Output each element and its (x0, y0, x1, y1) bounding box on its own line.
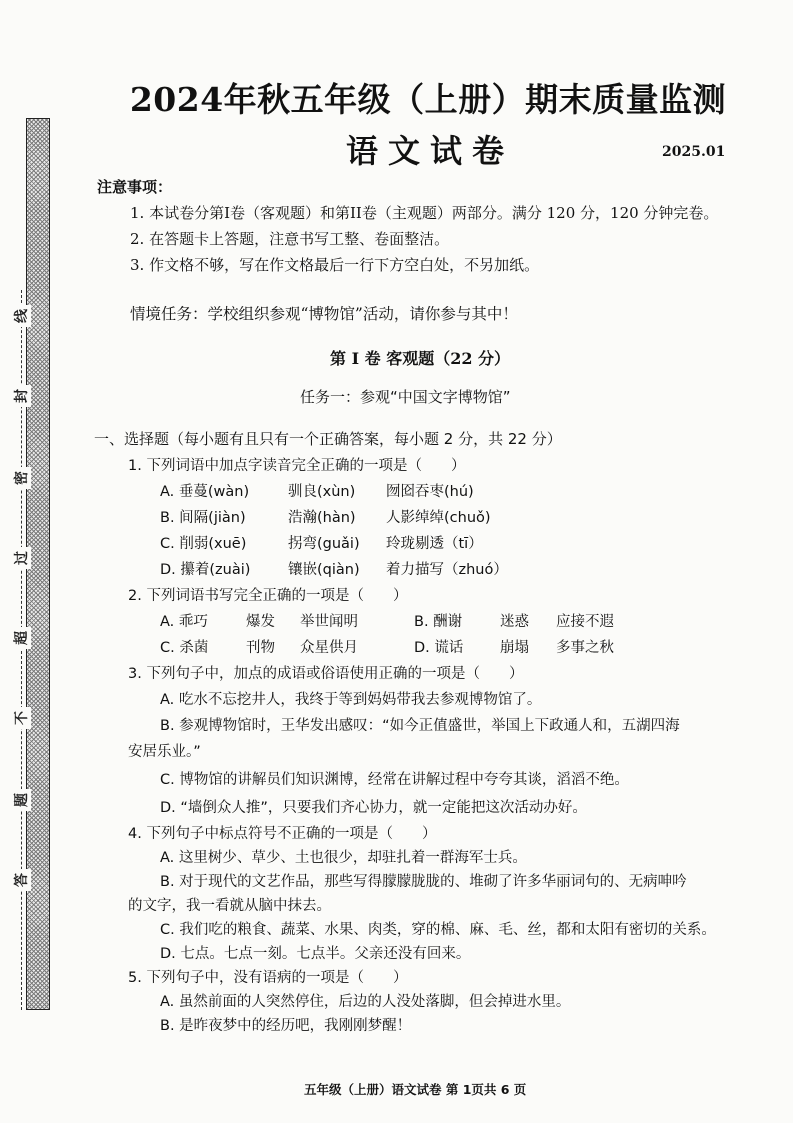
option-b-word1: B. 酬谢 (414, 614, 463, 630)
question-3-option-c: C. 博物馆的讲解员们知识渊博，经常在讲解过程中夸夸其谈，滔滔不绝。 (160, 772, 629, 788)
question-1-stem: 1. 下列词语中加点字读音完全正确的一项是（ ） (128, 458, 466, 474)
question-5-stem: 5. 下列句子中，没有语病的一项是（ ） (128, 970, 408, 986)
page-footer: 五年级（上册）语文试卷 第 1页共 6 页 (304, 1082, 527, 1097)
option-a-word2: 驯良(xùn) (288, 484, 356, 500)
option-d-word2: 镶嵌(qiàn) (288, 562, 360, 578)
option-b-word1: B. 间隔(jiàn) (160, 510, 246, 526)
option-b-word3: 人影绰绰(chuǒ) (386, 510, 491, 526)
option-d-word1: D. 谎话 (414, 640, 464, 656)
seal-char: 答 (11, 869, 31, 891)
question-4-option-d: D. 七点。七点一刻。七点半。父亲还没有回来。 (160, 946, 471, 962)
seal-char: 题 (11, 789, 31, 811)
seal-char: 不 (11, 707, 31, 729)
question-4-stem: 4. 下列句子中标点符号不正确的一项是（ ） (128, 826, 437, 842)
option-c-word3: 众星供月 (300, 640, 358, 656)
question-3-stem: 3. 下列句子中，加点的成语或俗语使用正确的一项是（ ） (128, 666, 524, 682)
option-d-word1: D. 攥着(zuài) (160, 562, 251, 578)
notice-heading: 注意事项： (97, 178, 173, 196)
option-a-word1: A. 乖巧 (160, 614, 208, 630)
question-3-option-a: A. 吃水不忘挖井人，我终于等到妈妈带我去参观博物馆了。 (160, 692, 542, 708)
seal-char: 过 (11, 547, 31, 569)
notice-item: 3. 作文格不够，写在作文格最后一行下方空白处，不另加纸。 (130, 256, 540, 274)
volume-title: 第 I 卷 客观题（22 分） (330, 349, 511, 368)
option-a-word3: 囫囵吞枣(hú) (386, 484, 474, 500)
option-a-word3: 举世闻明 (300, 614, 358, 630)
option-a-word1: A. 垂蔓(wàn) (160, 484, 250, 500)
section-title: 一、选择题（每小题有且只有一个正确答案，每小题 2 分，共 22 分） (94, 430, 562, 448)
option-c-word3: 玲珑剔透（tī） (386, 536, 483, 552)
question-4-option-c: C. 我们吃的粮食、蔬菜、水果、肉类，穿的棉、麻、毛、丝，都和太阳有密切的关系。 (160, 922, 716, 938)
seal-char: 超 (11, 627, 31, 649)
context-task: 情境任务：学校组织参观“博物馆”活动，请你参与其中！ (130, 305, 518, 323)
option-c-word1: C. 削弱(xuē) (160, 536, 247, 552)
option-a-word2: 爆发 (246, 614, 275, 630)
exam-subject: 语文试卷 (345, 132, 514, 170)
seal-char: 封 (11, 385, 31, 407)
notice-item: 2. 在答题卡上答题，注意书写工整、卷面整洁。 (130, 230, 450, 248)
option-b-word2: 浩瀚(hàn) (288, 510, 356, 526)
option-d-word2: 崩塌 (500, 640, 529, 656)
question-3-option-b-cont: 安居乐业。” (128, 744, 201, 760)
option-c-word2: 刊物 (246, 640, 275, 656)
option-d-word3: 着力描写（zhuó） (386, 562, 508, 578)
option-c-word1: C. 杀菌 (160, 640, 209, 656)
seal-char: 密 (11, 467, 31, 489)
option-c-word2: 拐弯(guǎi) (288, 536, 360, 552)
question-2-stem: 2. 下列词语书写完全正确的一项是（ ） (128, 588, 408, 604)
task-title: 任务一：参观“中国文字博物馆” (300, 388, 511, 406)
question-5-option-a: A. 虽然前面的人突然停住，后边的人没处落脚，但会掉进水里。 (160, 994, 571, 1010)
question-3-option-b: B. 参观博物馆时，王华发出感叹：“如今正值盛世，举国上下政通人和，五湖四海 (160, 718, 680, 734)
question-4-option-b-cont: 的文字，我一看就从脑中抹去。 (128, 898, 331, 914)
option-b-word3: 应接不遐 (556, 614, 614, 630)
question-4-option-b: B. 对于现代的文艺作品，那些写得朦朦胧胧的、堆砌了许多华丽词句的、无病呻吟 (160, 874, 687, 890)
seal-char: 线 (11, 305, 31, 327)
option-d-word3: 多事之秋 (556, 640, 614, 656)
question-4-option-a: A. 这里树少、草少、土也很少，却驻扎着一群海军士兵。 (160, 850, 527, 866)
exam-title: 2024年秋五年级（上册）期末质量监测 (129, 80, 727, 119)
notice-item: 1. 本试卷分第I卷（客观题）和第II卷（主观题）两部分。满分 120 分，120 分钟完卷。 (130, 204, 719, 222)
exam-date: 2025.01 (662, 144, 726, 160)
question-3-option-d: D. “墙倒众人推”，只要我们齐心协力，就一定能把这次活动办好。 (160, 800, 587, 816)
option-b-word2: 迷惑 (500, 614, 529, 630)
question-5-option-b: B. 是昨夜梦中的经历吧，我刚刚梦醒！ (160, 1018, 412, 1034)
